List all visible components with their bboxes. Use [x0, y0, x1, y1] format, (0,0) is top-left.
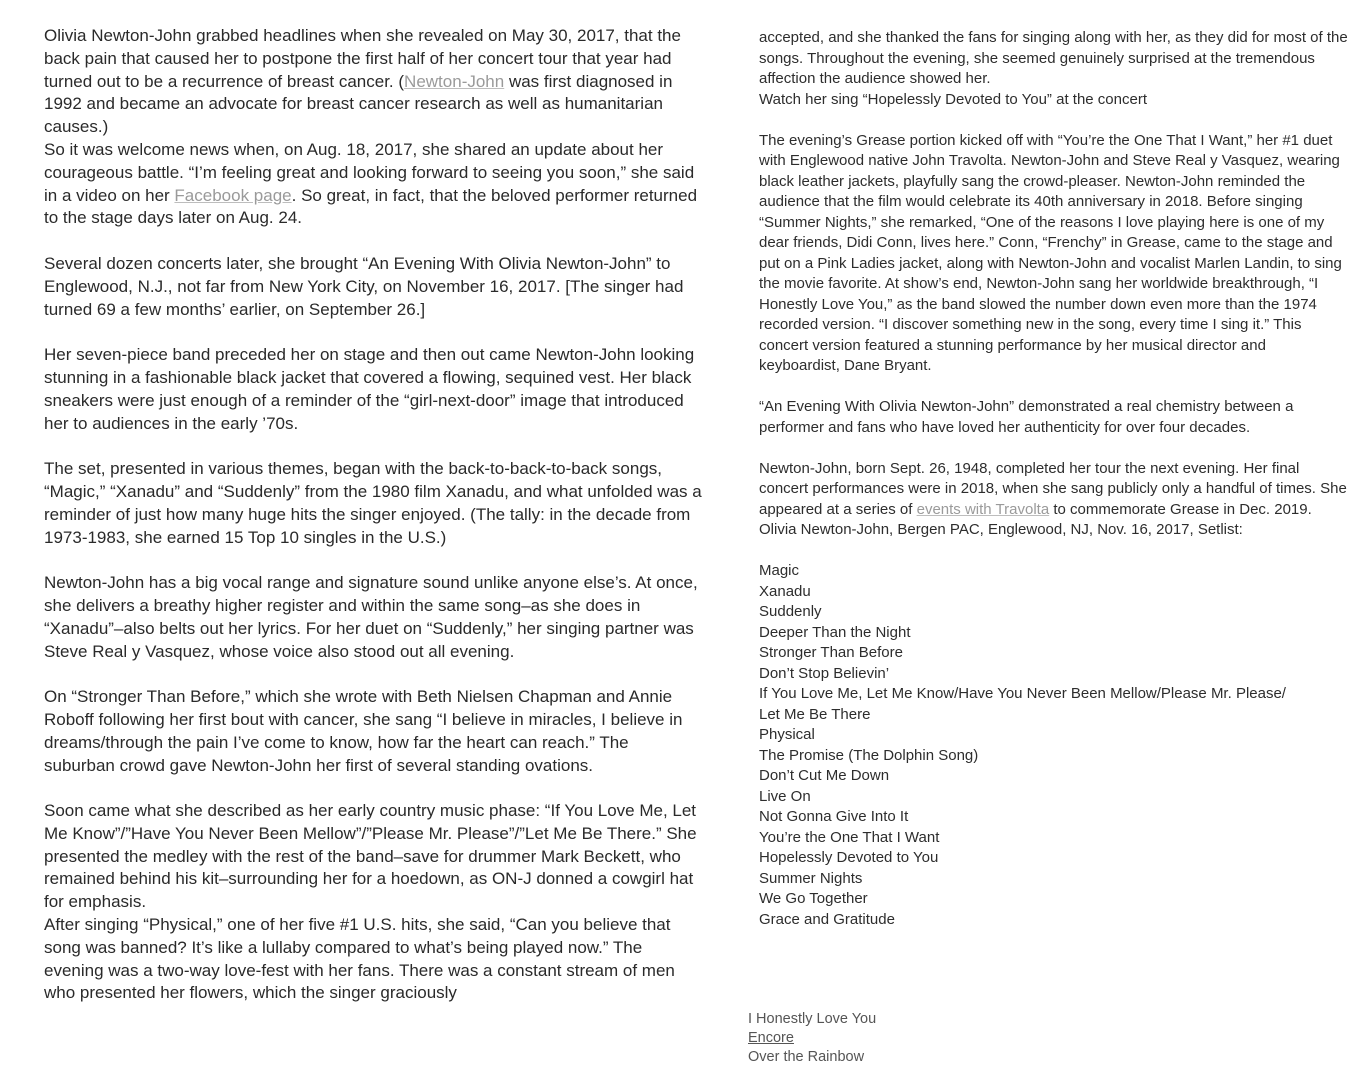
paragraph-band: Her seven-piece band preceded her on stage and then out came Newton-John looking stunning in a fashionable black jacket that covered a flowing, sequined vest. Her black sneakers were just enough of a reminder of the “girl-next-door” image that introduced her to audiences in the early ’70s.	[44, 345, 695, 433]
list-item: Don’t Cut Me Down	[759, 767, 890, 784]
list-item: The Promise (The Dolphin Song)	[759, 746, 979, 764]
article-left-column	[44, 0, 704, 1005]
list-item: Hopelessly Devoted to You	[759, 849, 939, 866]
list-item: We Go Together	[759, 890, 868, 907]
paragraph-country: Soon came what she described as her early country music phase: “If You Love Me, Let Me Know”/”Have You Never Been Mellow”/”Please Mr. Please”/”Let Me Be There.” She presented the medley with the rest of the band–save for drummer Mark Beckett, who remained behind his kit–surrounding her for a hoedown, as ON-J donned a cowgirl hat for emphasis.	[44, 801, 697, 912]
newton-john-link[interactable]: Newton-John	[404, 71, 505, 91]
paragraph-update: So it was welcome news when, on Aug. 18, 2017, she shared an update about her courageous battle. “I’m feeling great and looking forward to seeing you soon,” she said in a video on her Facebook page. So great, in fact, that the beloved performer returned to the stage days later on Aug. 24.	[44, 139, 698, 228]
events-with-travolta-link[interactable]: events with Travolta	[916, 500, 1050, 518]
list-item: Let Me Be There	[759, 705, 871, 723]
list-item: Stronger Than Before	[759, 644, 903, 661]
paragraph-grease: The evening’s Grease portion kicked off with “You’re the One That I Want,” her #1 duet with Englewood native John Travolta. Newton-John and Steve Real y Vasquez, wearing black leather jackets, playfully sang the crowd-pleaser. Newton-John reminded the audience that the film would celebrate its 40th anniversary in 2018. Before singing “Summer Nights,” she remarked, “One of the reasons I love playing here is one of my dear friends, Didi Conn, lives here.” Conn, “Frenchy” in Grease, came to the stage and put on a Pink Ladies jacket, along with Newton-John and vocalist Marlen Landin, to sing the movie favorite. At show’s end, Newton-John sang her worldwide breakthrough, “I Honestly Love You,” as the band slowed the number down even more than the 1974 recorded version. “I discover something new in the song, every time I sing it.” This concert version featured a stunning performance by her musical director and keyboardist, Dane Bryant.	[759, 131, 1342, 374]
list-item: Magic	[759, 562, 800, 579]
paragraph-chemistry: “An Evening With Olivia Newton-John” demonstrated a real chemistry between a performer and fans who have loved her authenticity for over four decades.	[759, 398, 1294, 436]
encore-label: Encore	[748, 1030, 794, 1047]
paragraph-diagnosis: Olivia Newton-John grabbed headlines when she revealed on May 30, 2017, that the back pain that caused her to postpone the first half of her concert tour that year had turned out to be a recurrence of breast cancer. (Newton-John was first diagnosed in 1992 and became an advocate for breast cancer research as well as humanitarian causes.)	[44, 26, 681, 137]
list-item: Grace and Gratitude	[759, 910, 895, 928]
paragraph-stronger: On “Stronger Than Before,” which she wrote with Beth Nielsen Chapman and Annie Roboff following her first bout with cancer, she sang “I believe in miracles, I believe in dreams/through the pain I’ve come to know, how far the heart can reach.” The suburban crowd gave Newton-John her first of several standing ovations.	[44, 687, 683, 775]
paragraph-physical: After singing “Physical,” one of her five #1 U.S. hits, she said, “Can you believe that song was banned? It’s like a lullaby compared to what’s being played now.” The evening was a two-way love-fest with her fans. There was a constant stream of men who presented her flowers, which the singer graciously	[44, 915, 675, 1003]
paragraph-englewood: Several dozen concerts later, she brought “An Evening With Olivia Newton-John” to Englewood, N.J., not far from New York City, on November 16, 2017. [The singer had turned 69 a few months’ earlier, on September 26.]	[44, 253, 684, 319]
list-item: Suddenly	[759, 603, 822, 620]
encore-song-after: Over the Rainbow	[748, 1049, 865, 1066]
paragraph-tour-end: Newton-John, born Sept. 26, 1948, completed her tour the next evening. Her final concert performances were in 2018, when she sang publicly only a handful of times. She appeared at a series of events with Travolta to commemorate Grease in Dec. 2019.	[759, 459, 1347, 518]
list-item: Live On	[759, 787, 811, 805]
facebook-page-link[interactable]: Facebook page	[174, 185, 292, 205]
encore-song-before: I Honestly Love You	[748, 1011, 877, 1027]
setlist	[759, 561, 1349, 930]
paragraph-watch: Watch her sing “Hopelessly Devoted to You” at the concert	[759, 90, 1147, 108]
list-item: Deeper Than the Night	[759, 623, 911, 641]
list-item: Not Gonna Give Into It	[759, 808, 909, 825]
article-right-column	[759, 0, 1349, 930]
list-item: Physical	[759, 726, 815, 743]
paragraph-accepted: accepted, and she thanked the fans for singing along with her, as they did for most of the songs. Throughout the evening, she seemed genuinely surprised at the tremendous affection the audience showed her.	[759, 29, 1348, 87]
paragraph-vocal-range: Newton-John has a big vocal range and signature sound unlike anyone else’s. At once, she delivers a breathy higher register and within the same song–as she does in “Xanadu”–also belts out her lyrics. For her duet on “Suddenly,” her singing partner was Steve Real y Vasquez, whose voice also stood out all evening.	[44, 573, 698, 661]
list-item: If You Love Me, Let Me Know/Have You Never Been Mellow/Please Mr. Please/	[759, 685, 1286, 702]
list-item: Xanadu	[759, 582, 811, 600]
setlist-heading: Olivia Newton-John, Bergen PAC, Englewood, NJ, Nov. 16, 2017, Setlist:	[759, 521, 1243, 538]
list-item: Don’t Stop Believin’	[759, 664, 890, 682]
list-item: You’re the One That I Want	[759, 828, 940, 846]
paragraph-set: The set, presented in various themes, began with the back-to-back-to-back songs, “Magic,” “Xanadu” and “Suddenly” from the 1980 film Xanadu, and what unfolded was a reminder of just how many huge hits the singer enjoyed. (The tally: in the decade from 1973-1983, she earned 15 Top 10 singles in the U.S.)	[44, 459, 702, 547]
encore-block	[748, 1010, 876, 1068]
list-item: Summer Nights	[759, 869, 863, 887]
